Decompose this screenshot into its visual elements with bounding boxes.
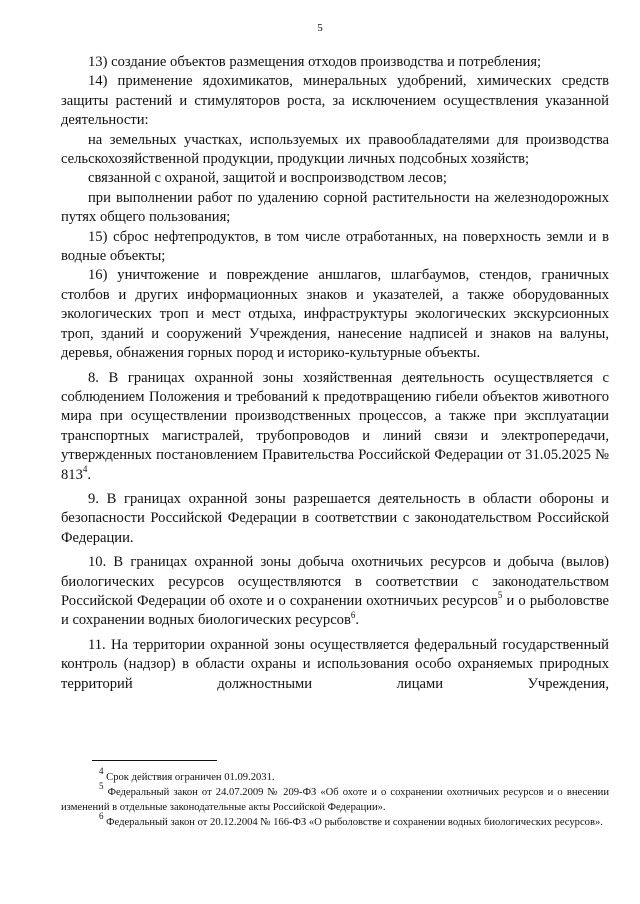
- paragraph-section-10: [61, 553, 609, 631]
- footnote-5: [61, 781, 609, 815]
- paragraph-item-13: 13) создание объектов размещения отходов производства и потребления;: [88, 54, 542, 70]
- paragraph-item-15: 15) сброс нефтепродуктов, в том числе отработанных, на поверхность земли и в водные объекты;: [61, 228, 609, 265]
- paragraph-item-14: 14) применение ядохимикатов, минеральных удобрений, химических средств защиты растений и стимуляторов роста, за исключением осуществления указанной деятельности:: [61, 73, 609, 129]
- footnote-ref-4: 4: [82, 463, 88, 474]
- paragraph-exception-forest: связанной с охраной, защитой и воспроизводством лесов;: [88, 170, 447, 187]
- footnote-mark-6: 6: [99, 811, 104, 822]
- document-body: [61, 53, 609, 694]
- footnote-text-5: Федеральный закон от 24.07.2009 № 209-ФЗ «Об охоте и о сохранении охотничьих ресурсов и о внесении изменений в отдельные законодательные акты Российской Федерации».: [61, 787, 609, 813]
- section-8-end: .: [87, 466, 92, 483]
- paragraph-exception-land: на земельных участках, используемых их правообладателями для производства сельскохозяйственной продукции, продукции личных подсобных хозяйств;: [61, 131, 609, 168]
- section-10-text: 10. В границах охранной зоны добыча охотничьих ресурсов и добыча (вылов) биологических ресурсов осуществляются в соответствии с законодательством Российской Федерации об охоте и о сохранении охотничьих ресурсов: [61, 554, 609, 609]
- footnote-divider: [92, 760, 217, 761]
- footnote-ref-5: 5: [497, 590, 503, 601]
- footnotes: [61, 766, 609, 830]
- paragraph-section-9: 9. В границах охранной зоны разрешается деятельность в области обороны и безопасности Российской Федерации в соответствии с законодательством Российской Федерации.: [61, 490, 609, 546]
- footnote-text-4: Срок действия ограничен 01.09.2031.: [103, 772, 275, 783]
- footnote-ref-6: 6: [350, 609, 356, 620]
- section-8-text: 8. В границах охранной зоны хозяйственная деятельность осуществляется с соблюдением Положения и требований к предотвращению гибели объектов животного мира при осуществлении производственных процессов, а также при эксплуатации транспортных магистралей, трубопроводов и линий связи и электропередачи, утвержденных постановлением Правительства Российской Федерации от 31.05.2025 № 813: [61, 369, 609, 483]
- footnote-4: [61, 766, 609, 785]
- footnote-mark-5: 5: [99, 781, 104, 792]
- section-10-end: .: [355, 612, 360, 629]
- footnote-6: [61, 811, 609, 830]
- paragraph-section-8: [61, 369, 609, 485]
- footnote-mark-4: 4: [99, 766, 104, 777]
- paragraph-section-11: 11. На территории охранной зоны осуществляется федеральный государственный контроль (надзор) в области охраны и использования особо охраняемых природных территорий должностными лицами Учреждения,: [61, 636, 609, 692]
- page-number: 5: [317, 22, 323, 34]
- paragraph-item-16: 16) уничтожение и повреждение аншлагов, шлагбаумов, стендов, граничных столбов и других информационных знаков и указателей, а также оборудованных экологических троп и мест отдыха, инфраструктуры экологических экскурсионных троп, зданий и сооружений Учреждения, нанесение надписей и знаков на валуны, деревья, обнажения горных пород и историко-культурные объекты.: [61, 267, 609, 362]
- section-10-text-cont: и о рыболовстве и сохранении водных биологических ресурсов: [61, 592, 609, 629]
- paragraph-exception-railway: при выполнении работ по удалению сорной растительности на железнодорожных путях общего пользования;: [61, 189, 609, 226]
- footnote-text-6: Федеральный закон от 20.12.2004 № 166-ФЗ «О рыболовстве и сохранении водных биологических ресурсов».: [103, 817, 603, 828]
